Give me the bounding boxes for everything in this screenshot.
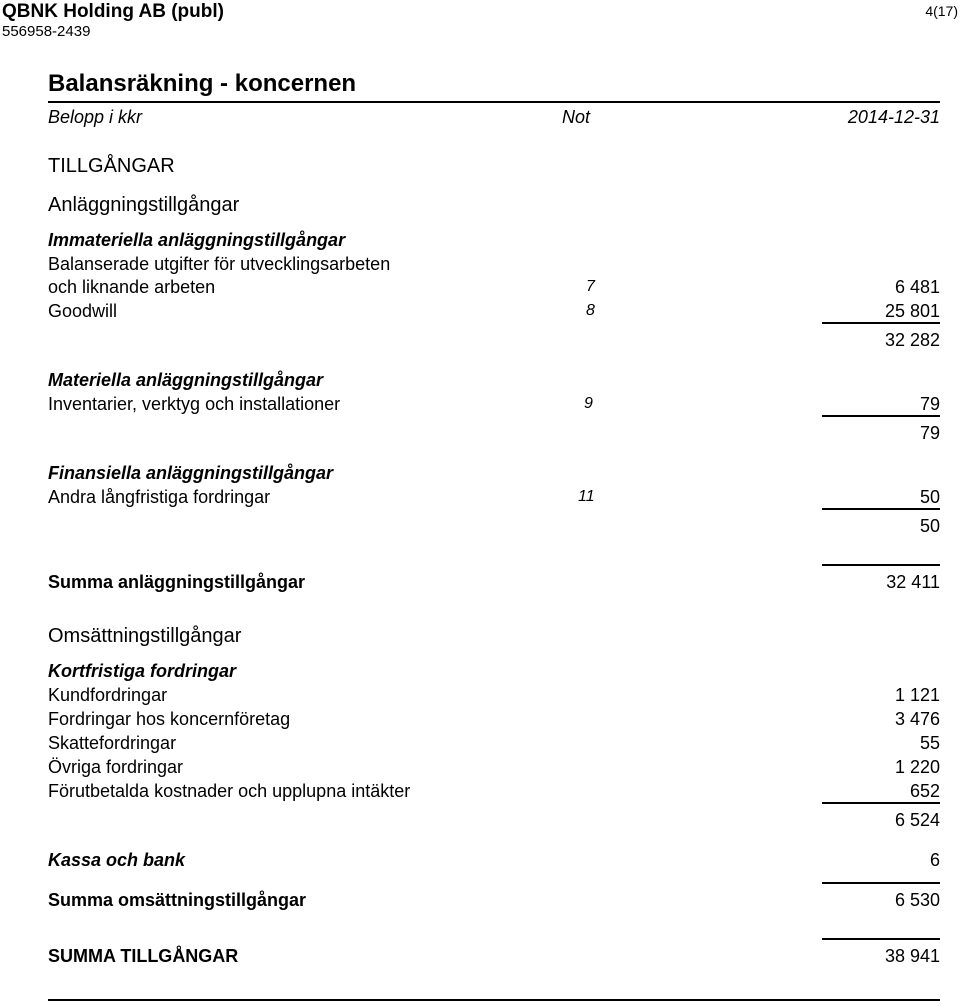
note-lt-receivables: 11 (578, 488, 595, 505)
amount-customer-receivables: 1 121 (894, 685, 940, 705)
section-short-receivables: Kortfristiga fordringar (48, 661, 237, 681)
amount-sum-current: 6 530 (894, 890, 940, 910)
amount-financial-total: 50 (919, 516, 940, 536)
row-tax-receivables: Skattefordringar (48, 733, 177, 753)
amount-tangible-total: 79 (919, 423, 940, 443)
subtotal-rule (822, 564, 940, 566)
note-goodwill: 8 (586, 302, 595, 319)
amount-cash: 6 (929, 850, 940, 870)
page-number: 4(17) (925, 3, 958, 19)
section-assets: TILLGÅNGAR (48, 155, 175, 177)
column-note-header: Not (562, 107, 591, 127)
row-cash: Kassa och bank (48, 850, 186, 870)
section-tangible: Materiella anläggningstillgångar (48, 370, 324, 390)
row-dev-costs-line1: Balanserade utgifter för utvecklingsarbeten (48, 254, 391, 274)
row-goodwill: Goodwill (48, 301, 118, 321)
section-fixed-assets: Anläggningstillgångar (48, 194, 240, 216)
row-prepaid: Förutbetalda kostnader och upplupna intäkter (48, 781, 411, 801)
company-name: QBNK Holding AB (publ) (2, 1, 224, 22)
column-label-header: Belopp i kkr (48, 107, 143, 127)
subtotal-rule (822, 322, 940, 324)
amount-intangible-total: 32 282 (884, 330, 940, 350)
row-customer-receivables: Kundfordringar (48, 685, 168, 705)
amount-equipment: 79 (919, 394, 940, 414)
row-dev-costs-line2: och liknande arbeten (48, 277, 216, 297)
subtotal-rule (822, 415, 940, 417)
note-equipment: 9 (584, 395, 593, 412)
row-total-assets: SUMMA TILLGÅNGAR (48, 946, 239, 966)
header-rule (48, 101, 940, 103)
row-other-receivables: Övriga fordringar (48, 757, 184, 777)
row-sum-fixed: Summa anläggningstillgångar (48, 572, 306, 592)
subtotal-rule (822, 802, 940, 804)
org-number: 556958-2439 (2, 23, 91, 40)
amount-short-receivables-total: 6 524 (894, 810, 940, 830)
amount-prepaid: 652 (909, 781, 940, 801)
amount-lt-receivables: 50 (919, 487, 940, 507)
row-group-receivables: Fordringar hos koncernföretag (48, 709, 291, 729)
amount-group-receivables: 3 476 (894, 709, 940, 729)
amount-goodwill: 25 801 (884, 301, 940, 321)
column-date-header: 2014-12-31 (847, 107, 940, 127)
amount-dev-costs: 6 481 (894, 277, 940, 297)
section-intangible: Immateriella anläggningstillgångar (48, 230, 346, 250)
note-dev-costs: 7 (586, 278, 595, 295)
subtotal-rule (822, 508, 940, 510)
total-rule (822, 938, 940, 940)
row-sum-current: Summa omsättningstillgångar (48, 890, 307, 910)
row-equipment: Inventarier, verktyg och installationer (48, 394, 341, 414)
footer-rule (48, 999, 940, 1001)
amount-sum-fixed: 32 411 (886, 572, 940, 592)
section-current-assets: Omsättningstillgångar (48, 625, 242, 647)
amount-tax-receivables: 55 (919, 733, 940, 753)
row-lt-receivables: Andra långfristiga fordringar (48, 487, 271, 507)
amount-other-receivables: 1 220 (894, 757, 940, 777)
page-title: Balansräkning - koncernen (48, 70, 357, 97)
section-financial: Finansiella anläggningstillgångar (48, 463, 334, 483)
amount-total-assets: 38 941 (884, 946, 940, 966)
subtotal-rule (822, 882, 940, 884)
